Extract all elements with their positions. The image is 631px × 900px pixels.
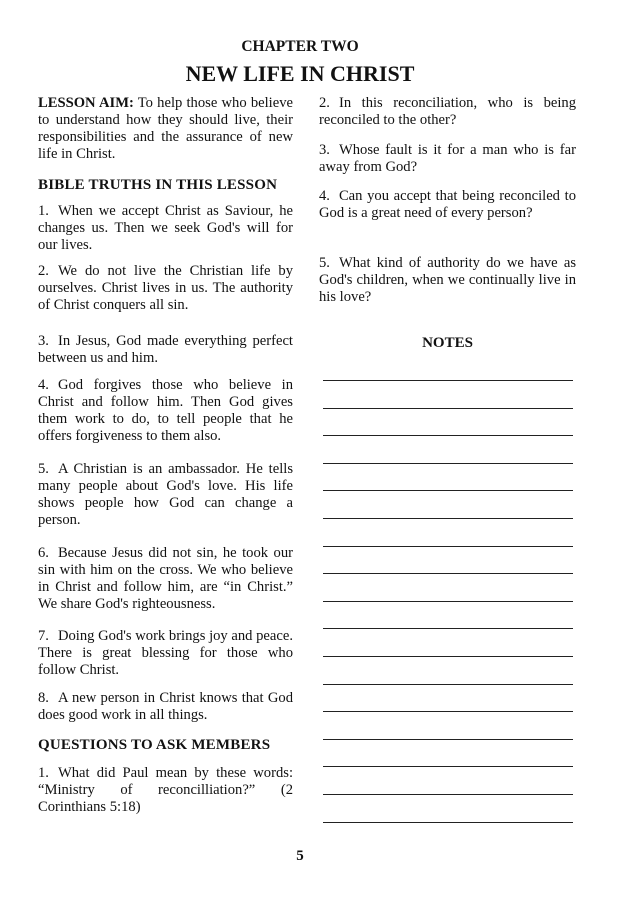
item-number: 4. xyxy=(319,188,330,204)
notes-line xyxy=(323,408,573,409)
chapter-label: CHAPTER TWO xyxy=(241,38,359,55)
item-number: 1. xyxy=(38,765,49,781)
item-number: 2. xyxy=(38,263,49,279)
item-number: 5. xyxy=(38,461,49,477)
item-text: Can you accept that being reconciled to God is a great need of every person? xyxy=(319,188,576,221)
numbered-item xyxy=(319,255,576,306)
numbered-item xyxy=(38,333,293,367)
notes-line xyxy=(323,380,573,381)
notes-line xyxy=(323,766,573,767)
notes-line xyxy=(323,435,573,436)
item-number: 2. xyxy=(319,95,330,111)
item-number: 4. xyxy=(38,377,49,393)
notes-line xyxy=(323,739,573,740)
notes-line xyxy=(323,463,573,464)
item-text: God forgives those who believe in Christ and follow him. Then God gives them work to do, to tell people that he offers forgiveness to them also. xyxy=(38,377,293,444)
notes-line xyxy=(323,546,573,547)
item-number: 5. xyxy=(319,255,330,271)
notes-line xyxy=(323,711,573,712)
notes-line xyxy=(323,628,573,629)
notes-line xyxy=(323,656,573,657)
notes-line xyxy=(323,490,573,491)
notes-line xyxy=(323,601,573,602)
item-text: We do not live the Christian life by ourselves. Christ lives in us. The authority of Christ conquers all sin. xyxy=(38,263,293,313)
page-title: NEW LIFE IN CHRIST xyxy=(185,61,415,86)
item-text: What did Paul mean by these words: “Ministry of reconcilliation?” (2 Corinthians 5:18) xyxy=(38,765,293,815)
numbered-item xyxy=(319,188,576,222)
numbered-item xyxy=(319,95,576,129)
page-number: 5 xyxy=(296,848,304,864)
item-number: 3. xyxy=(38,333,49,349)
item-text: In Jesus, God made everything perfect between us and him. xyxy=(38,333,293,366)
questions-heading: QUESTIONS TO ASK MEMBERS xyxy=(38,737,271,753)
item-number: 6. xyxy=(38,545,49,561)
numbered-item xyxy=(38,263,293,314)
numbered-item xyxy=(38,461,293,529)
numbered-item xyxy=(38,690,293,724)
numbered-item xyxy=(38,545,293,613)
notes-line xyxy=(323,684,573,685)
item-text: In this reconciliation, who is being reconciled to the other? xyxy=(319,95,576,128)
item-text: Whose fault is it for a man who is far away from God? xyxy=(319,142,576,175)
notes-heading: NOTES xyxy=(422,335,473,351)
numbered-item xyxy=(38,377,293,445)
lesson-aim xyxy=(38,95,293,163)
item-text: When we accept Christ as Saviour, he changes us. Then we seek God's will for our lives. xyxy=(38,203,293,253)
item-number: 8. xyxy=(38,690,49,706)
lesson-aim-label: LESSON AIM: xyxy=(38,95,134,111)
item-text: Doing God's work brings joy and peace. There is great blessing for those who follow Christ. xyxy=(38,628,293,678)
notes-line xyxy=(323,573,573,574)
item-text: Because Jesus did not sin, he took our sin with him on the cross. We who believe in Christ and follow him, are “in Christ.” We share God's righteousness. xyxy=(38,545,293,612)
notes-line xyxy=(323,794,573,795)
notes-line xyxy=(323,822,573,823)
item-number: 3. xyxy=(319,142,330,158)
lesson-aim-text: To help those who believe to understand how they should live, their responsibilities and the assurance of new life in Christ. xyxy=(38,95,293,162)
item-text: A Christian is an ambassador. He tells many people about God's love. His life shows people how God can change a person. xyxy=(38,461,293,528)
item-number: 1. xyxy=(38,203,49,219)
item-number: 7. xyxy=(38,628,49,644)
numbered-item xyxy=(319,142,576,176)
numbered-item xyxy=(38,203,293,254)
item-text: A new person in Christ knows that God does good work in all things. xyxy=(38,690,293,723)
numbered-item xyxy=(38,765,293,816)
item-text: What kind of authority do we have as God's children, when we continually live in his love? xyxy=(319,255,576,305)
notes-line xyxy=(323,518,573,519)
bible-truths-heading: BIBLE TRUTHS IN THIS LESSON xyxy=(38,177,278,193)
numbered-item xyxy=(38,628,293,679)
